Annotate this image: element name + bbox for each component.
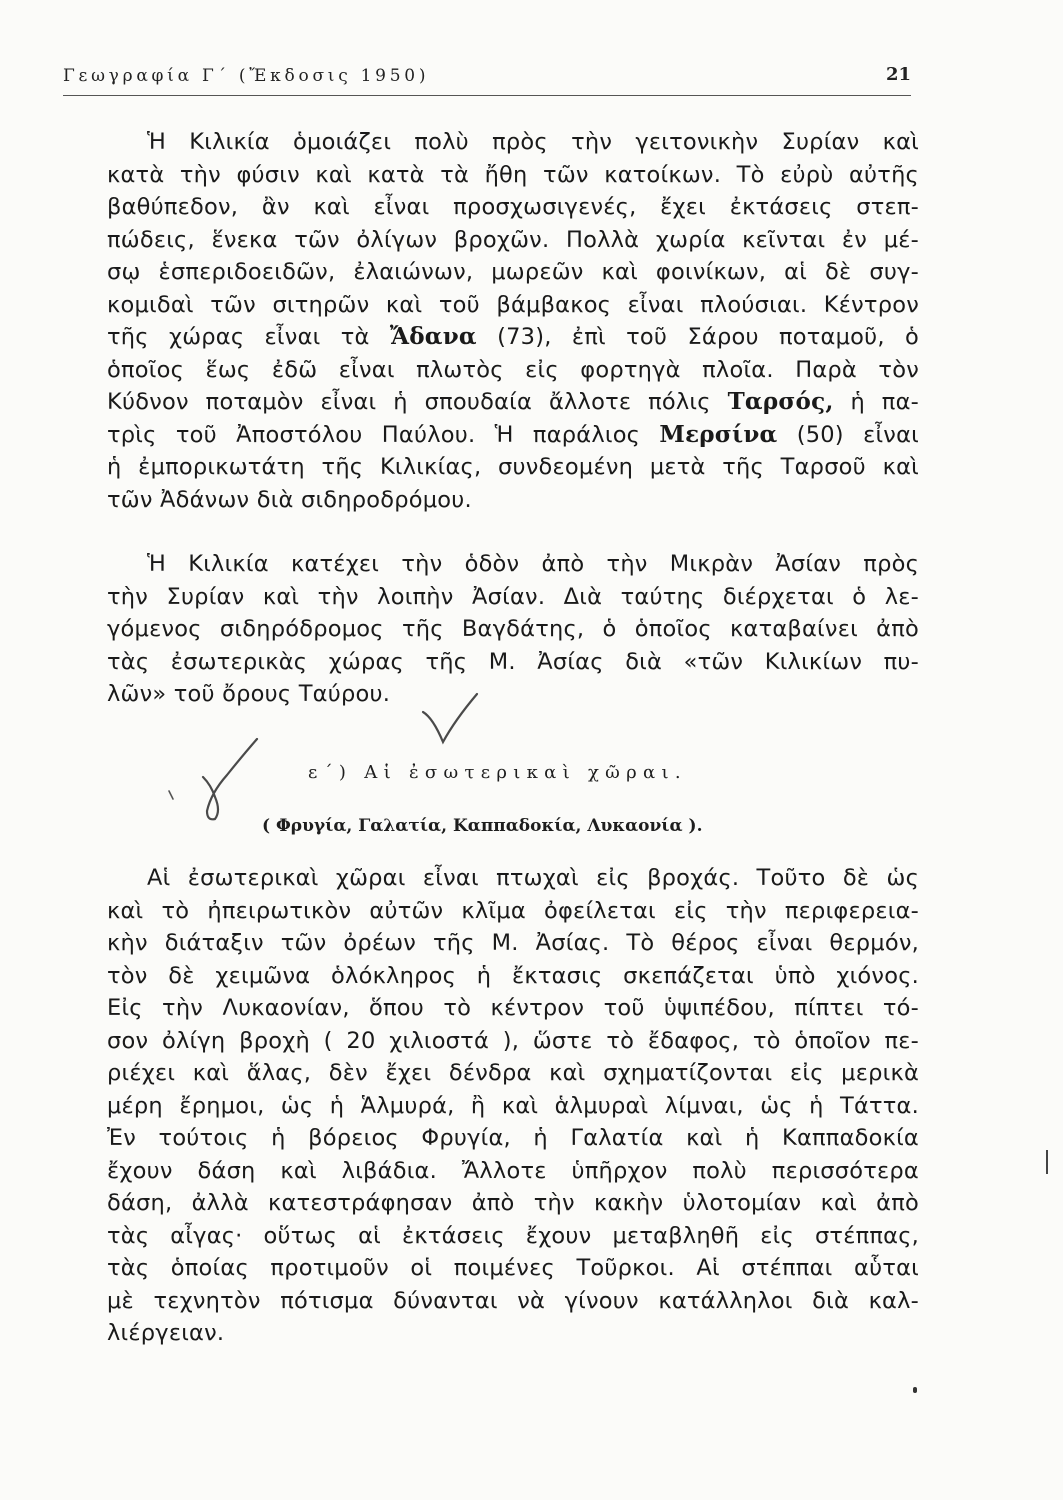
text-line: ἡ ἐμπορικωτάτη τῆς Κιλικίας, συνδεομένη μετὰ τῆς Ταρσοῦ καὶ [107, 454, 919, 480]
text-line: τὸν δὲ χειμῶνα ὁλόκληρος ἡ ἔκτασις σκεπάζεται ὑπὸ χιόνος. [107, 962, 919, 989]
text-line: μέρη ἔρημοι, ὡς ἡ Ἁλμυρά, ἢ καὶ ἁλμυραὶ λίμναι, ὡς ἡ Τάττα. [107, 1092, 919, 1119]
ink-speck [913, 1387, 917, 1393]
text-line: πώδεις, ἕνεκα τῶν ὀλίγων βροχῶν. Πολλὰ χωρία κεῖνται ἐν μέ- [107, 226, 919, 253]
text-line: κατὰ τὴν φύσιν καὶ κατὰ τὰ ἤθη τῶν κατοίκων. Τὸ εὐρὺ αὐτῆς [107, 161, 919, 188]
text-line: λῶν» τοῦ ὄρους Ταύρου. [107, 681, 391, 707]
text-line: Ἐν τούτοις ἡ βόρειος Φρυγία, ἡ Γαλατία καὶ ἡ Καππαδοκία [107, 1125, 919, 1151]
section-subheading: ( Φρυγία, Γαλατία, Καππαδοκία, Λυκαονία ). [262, 816, 703, 836]
text-line: σῳ ἑσπεριδοειδῶν, ἐλαιώνων, μωρεῶν καὶ φοινίκων, αἱ δὲ συγ- [107, 259, 919, 285]
text-line: τρὶς τοῦ Ἀποστόλου Παύλου. Ἡ παράλιος Μερσίνα (50) εἶναι [107, 420, 919, 448]
text-line: Ἡ Κιλικία κατέχει τὴν ὁδὸν ἀπὸ τὴν Μικρὰν Ἀσίαν πρὸς [147, 551, 919, 577]
text-line: Κύδνον ποταμὸν εἶναι ἡ σπουδαία ἄλλοτε πόλις Ταρσός, ἡ πα- [107, 388, 919, 415]
text-line: Εἰς τὴν Λυκαονίαν, ὅπου τὸ κέντρον τοῦ ὑψιπέδου, πίπτει τό- [107, 995, 919, 1021]
paragraph-kilikia [107, 126, 919, 516]
header-rule [63, 95, 911, 96]
text-line: κὴν διάταξιν τῶν ὀρέων τῆς Μ. Ἀσίας. Τὸ θέρος εἶναι θερμόν, [107, 930, 919, 956]
text-line: γόμενος σιδηρόδρομος τῆς Βαγδάτης, ὁ ὁποῖος καταβαίνει ἀπὸ [107, 616, 919, 642]
text-line: Αἱ ἐσωτερικαὶ χῶραι εἶναι πτωχαὶ εἰς βροχάς. Τοῦτο δὲ ὡς [147, 865, 919, 891]
text-line: τὰς ὁποίας προτιμοῦν οἱ ποιμένες Τοῦρκοι. Αἱ στέππαι αὗται [107, 1255, 919, 1281]
page-edge-mark [1046, 1150, 1048, 1174]
text-line: Ἡ Κιλικία ὁμοιάζει πολὺ πρὸς τὴν γειτονικὴν Συρίαν καὶ [147, 129, 919, 155]
text-line: δάση, ἀλλὰ κατεστράφησαν ἀπὸ τὴν κακὴν ὑλοτομίαν καὶ ἀπὸ [107, 1190, 919, 1216]
text-line: τῶν Ἀδάνων διὰ σιδηροδρόμου. [107, 486, 472, 513]
text-line: κομιδαὶ τῶν σιτηρῶν καὶ τοῦ βάμβακος εἶναι πλούσιαι. Κέντρον [107, 291, 919, 318]
pen-gamma-mark [165, 735, 265, 825]
section-heading: ε΄) Αἱ ἐσωτερικαὶ χῶραι. [308, 762, 687, 783]
page-number: 21 [885, 64, 911, 85]
text-line: σον ὀλίγη βροχὴ ( 20 χιλιοστά ), ὥστε τὸ ἔδαφος, τὸ ὁποῖον πε- [107, 1027, 919, 1054]
text-line: ἔχουν δάση καὶ λιβάδια. Ἄλλοτε ὑπῆρχον πολὺ περισσότερα [107, 1157, 919, 1184]
text-line: ὁποῖος ἕως ἐδῶ εἶναι πλωτὸς εἰς φορτηγὰ πλοῖα. Παρὰ τὸν [107, 356, 919, 383]
text-line: τὰς ἐσωτερικὰς χώρας τῆς Μ. Ἀσίας διὰ «τῶν Κιλικίων πυ- [107, 648, 919, 675]
running-head-title: Γεωγραφία Γ΄ (Ἔκδοσις 1950) [63, 66, 430, 86]
text-line: μὲ τεχνητὸν πότισμα δύνανται νὰ γίνουν κατάλληλοι διὰ καλ- [107, 1287, 919, 1314]
running-head [63, 66, 911, 94]
place-name-mersina: Μερσίνα [659, 420, 778, 448]
text-line: τῆς χώρας εἶναι τὰ Ἄδανα (73), ἐπὶ τοῦ Σάρου ποταμοῦ, ὁ [107, 323, 919, 350]
place-name-tarsos: Ταρσός, [727, 388, 834, 415]
text-line: ριέχει καὶ ἅλας, δὲν ἔχει δένδρα καὶ σχηματίζονται εἰς μερικὰ [107, 1060, 919, 1086]
text-line: βαθύπεδον, ἂν καὶ εἶναι προσχωσιγενές, ἔχει ἐκτάσεις στεπ- [107, 194, 919, 220]
text-line: καὶ τὸ ἠπειρωτικὸν αὐτῶν κλῖμα ὀφείλεται εἰς τὴν περιφερεια- [107, 897, 919, 924]
paragraph-kilikia-route [107, 548, 919, 711]
text-line: τὰς αἶγας· οὕτως αἱ ἐκτάσεις ἔχουν μεταβληθῆ εἰς στέππας, [107, 1222, 919, 1249]
text-line: τὴν Συρίαν καὶ τὴν λοιπὴν Ἀσίαν. Διὰ ταύτης διέρχεται ὁ λε- [107, 583, 919, 610]
text-line: λιέργειαν. [107, 1320, 225, 1346]
paragraph-inner-regions [107, 862, 919, 1350]
place-name-adana: Ἄδανα [389, 323, 477, 350]
pen-check-mark [415, 690, 485, 750]
